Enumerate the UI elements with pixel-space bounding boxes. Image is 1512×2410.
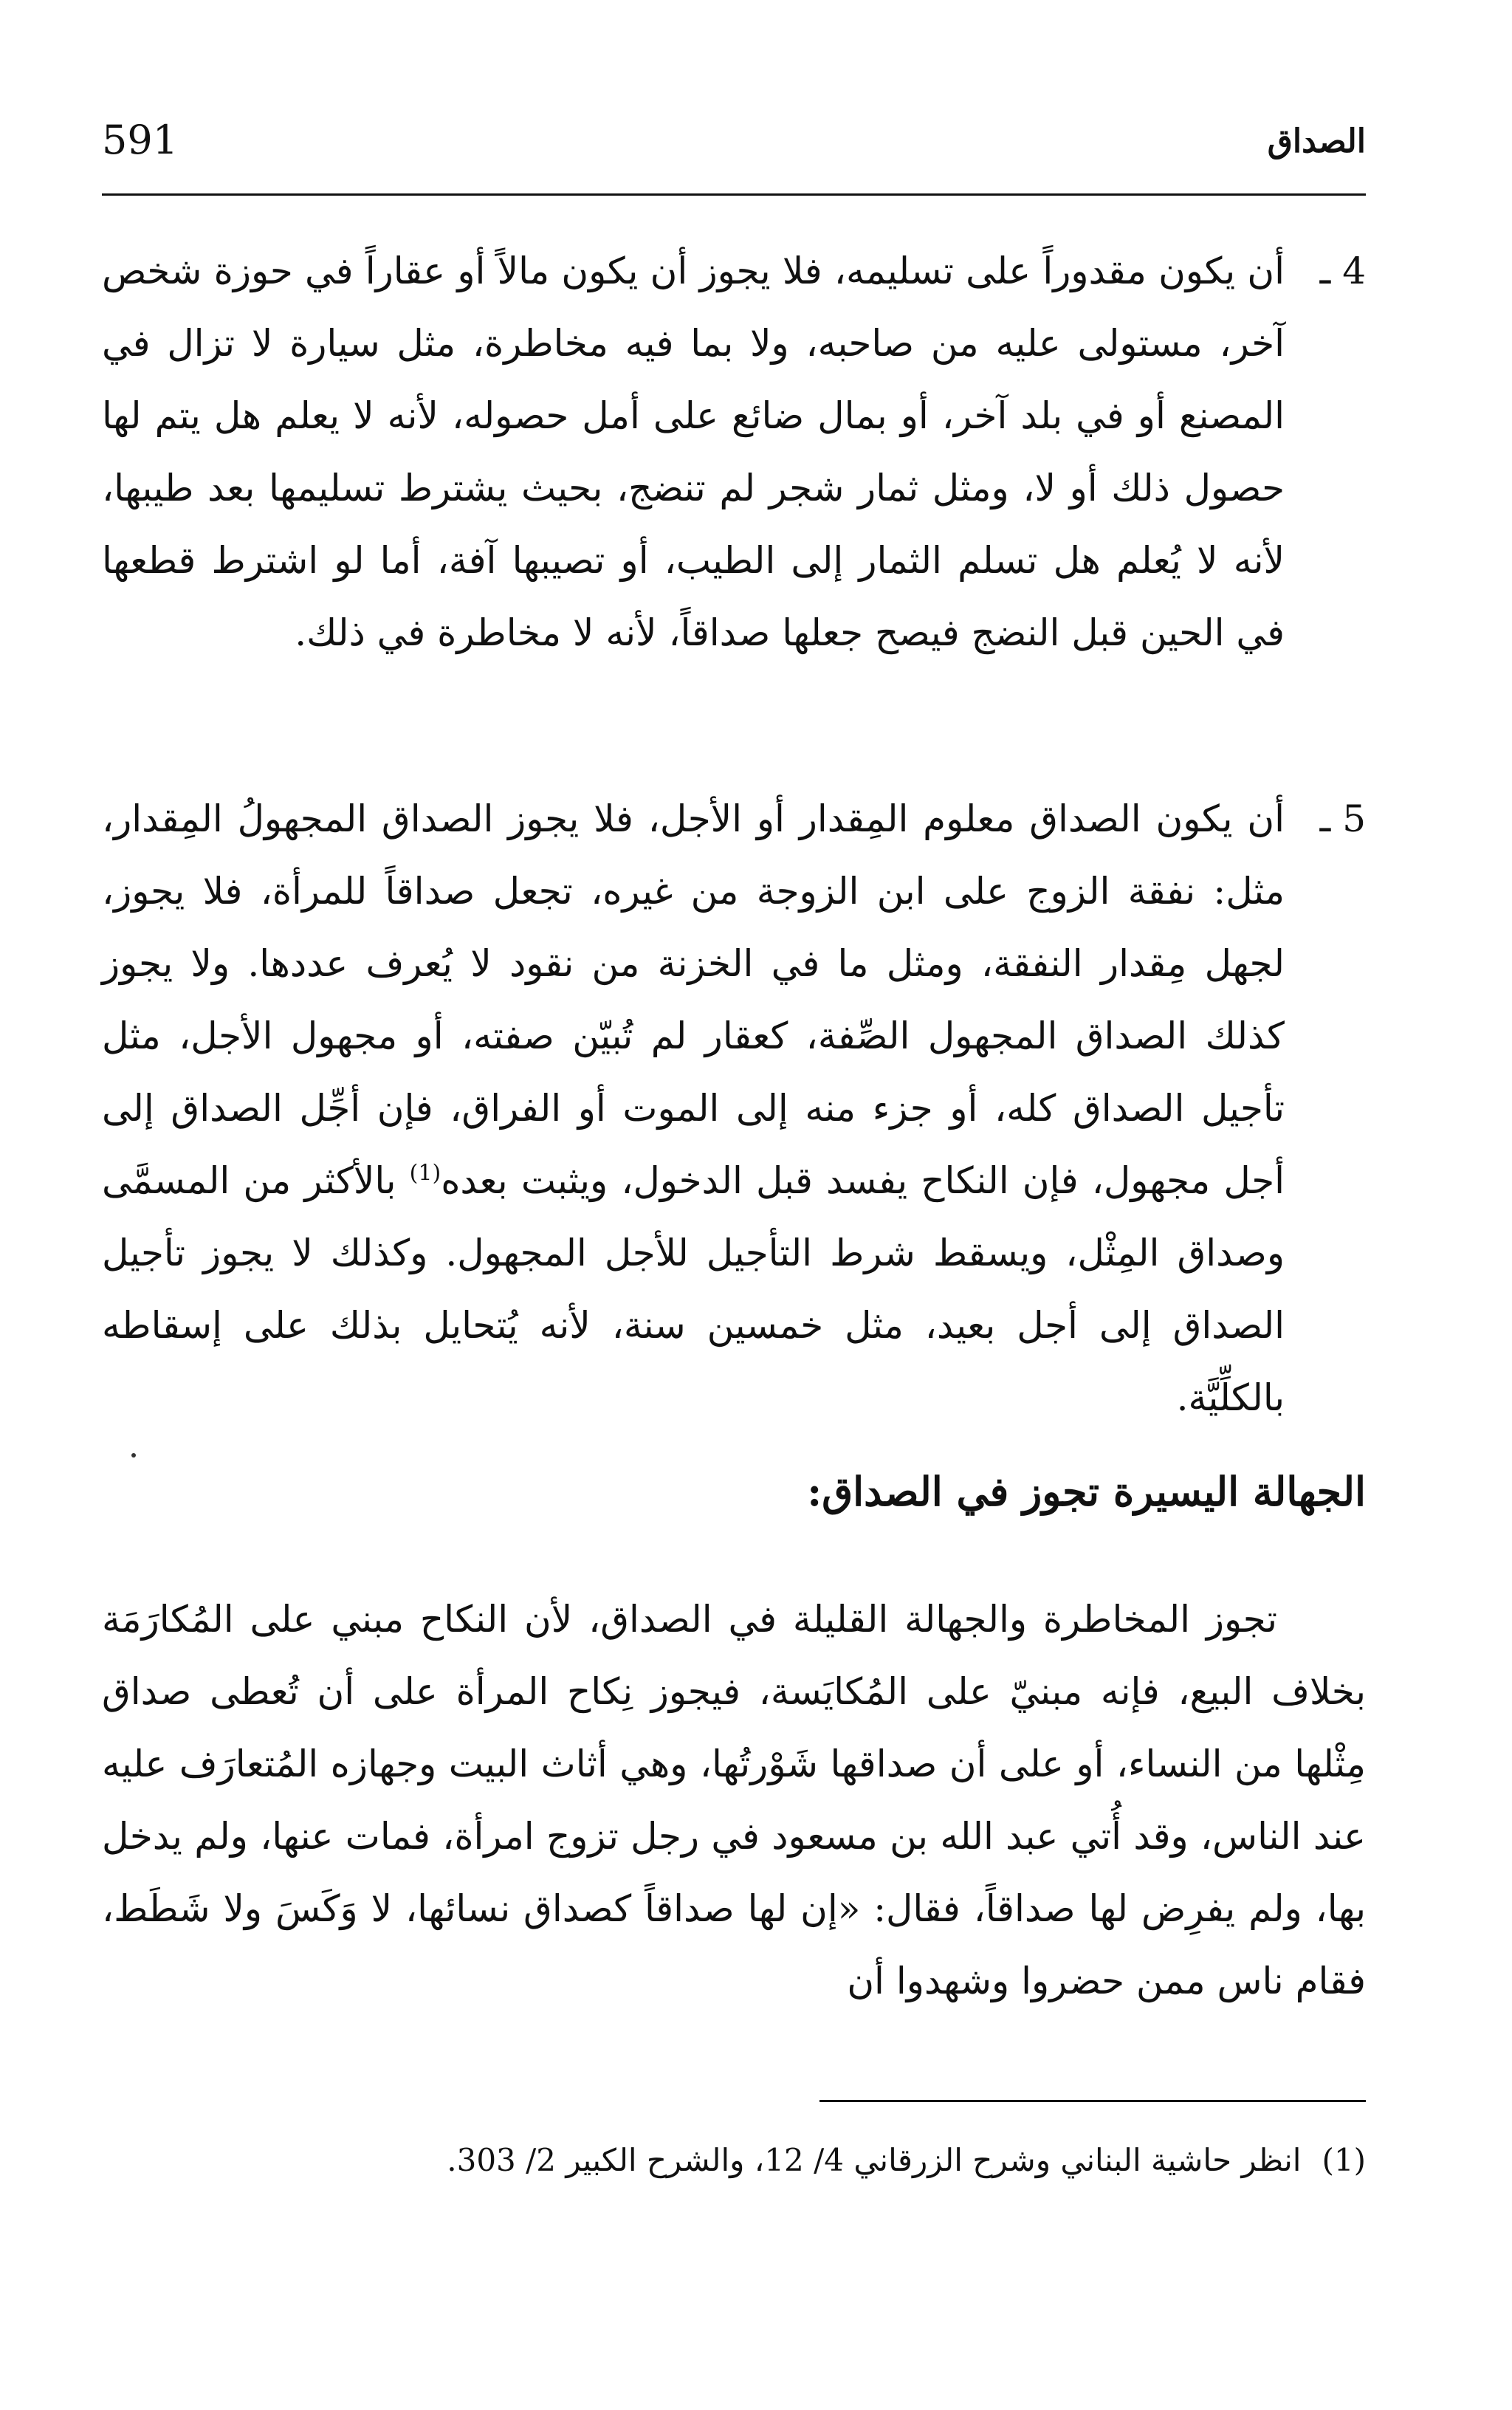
footnote xyxy=(185,2138,1366,2183)
footnote-reference[interactable]: (1) xyxy=(409,1160,441,1187)
list-item-text-part: بالأكثر من المسمَّى وصداق المِثْل، ويسقط شرط التأجيل للأجل المجهول. وكذلك لا يجوز تأجيل الصداق إلى أجل بعيد، مثل خمسين سنة، لأنه يُتحايل بذلك على إسقاطه بالكلِّيَّة. xyxy=(102,1159,1285,1419)
footnote-number: (1) xyxy=(1322,2142,1366,2178)
footnote-text: انظر حاشية البناني وشرح الزرقاني 4/ 12، والشرح الكبير 2/ 303. xyxy=(447,2142,1302,2178)
list-item-text xyxy=(102,783,1285,1434)
list-item-text-part: أن يكون الصداق معلوم المِقدار أو الأجل، فلا يجوز الصداق المجهولُ المِقدار، مثل: نفقة الزوج على ابن الزوجة من غيره، تجعل صداقاً للمرأة، فلا يجوز، لجهل مِقدار النفقة، ومثل ما في الخزنة من نقود لا يُعرف عددها. ولا يجوز كذلك الصداق المجهول الصِّفة، كعقار لم تُبيّن صفته، أو مجهول الأجل، مثل تأجيل الصداق كله، أو جزء منه إلى الموت أو الفراق، فإن أجِّل الصداق إلى أجل مجهول، فإن النكاح يفسد قبل الدخول، ويثبت بعده xyxy=(102,797,1285,1202)
list-item-text: أن يكون مقدوراً على تسليمه، فلا يجوز أن يكون مالاً أو عقاراً في حوزة شخص آخر، مستولى عليه من صاحبه، ولا بما فيه مخاطرة، مثل سيارة لا تزال في المصنع أو في بلد آخر، أو بمال ضائع على أمل حصوله، لأنه لا يعلم هل يتم لها حصول ذلك أو لا، ومثل ثمار شجر لم تنضج، بحيث يشترط تسليمها بعد طيبها، لأنه لا يُعلم هل تسلم الثمار إلى الطيب، أو تصيبها آفة، أما لو اشترط قطعها في الحين قبل النضج فيصح جعلها صداقاً، لأنه لا مخاطرة في ذلك. xyxy=(102,250,1285,654)
list-item-number: 5 ـ xyxy=(1319,797,1366,840)
page-number: 591 xyxy=(102,117,179,163)
list-item-number: 4 ـ xyxy=(1319,250,1366,292)
list-item-4 xyxy=(102,235,1366,669)
section-paragraph: تجوز المخاطرة والجهالة القليلة في الصداق، لأن النكاح مبني على المُكارَمَة بخلاف البيع، فإنه مبنيّ على المُكايَسة، فيجوز نِكاح المرأة على أن تُعطى صداق مِثْلها من النساء، أو على أن صداقها شَوْرتُها، وهي أثاث البيت وجهازه المُتعارَف عليه عند الناس، وقد أُتي عبد الله بن مسعود في رجل تزوج امرأة، فمات عنها، ولم يدخل بها، ولم يفرِض لها صداقاً، فقال: «إن لها صداقاً كصداق نسائها، لا وَكَسَ ولا شَطَط، فقام ناس ممن حضروا وشهدوا أن xyxy=(102,1598,1366,2002)
chapter-title: الصداق xyxy=(1267,123,1366,160)
section-heading: الجهالة اليسيرة تجوز في الصداق: xyxy=(807,1468,1366,1515)
print-speck xyxy=(131,1453,136,1458)
footnote-divider xyxy=(819,2100,1366,2102)
header-divider xyxy=(102,193,1366,196)
page-header xyxy=(102,111,1366,192)
list-item-5 xyxy=(102,783,1366,1434)
